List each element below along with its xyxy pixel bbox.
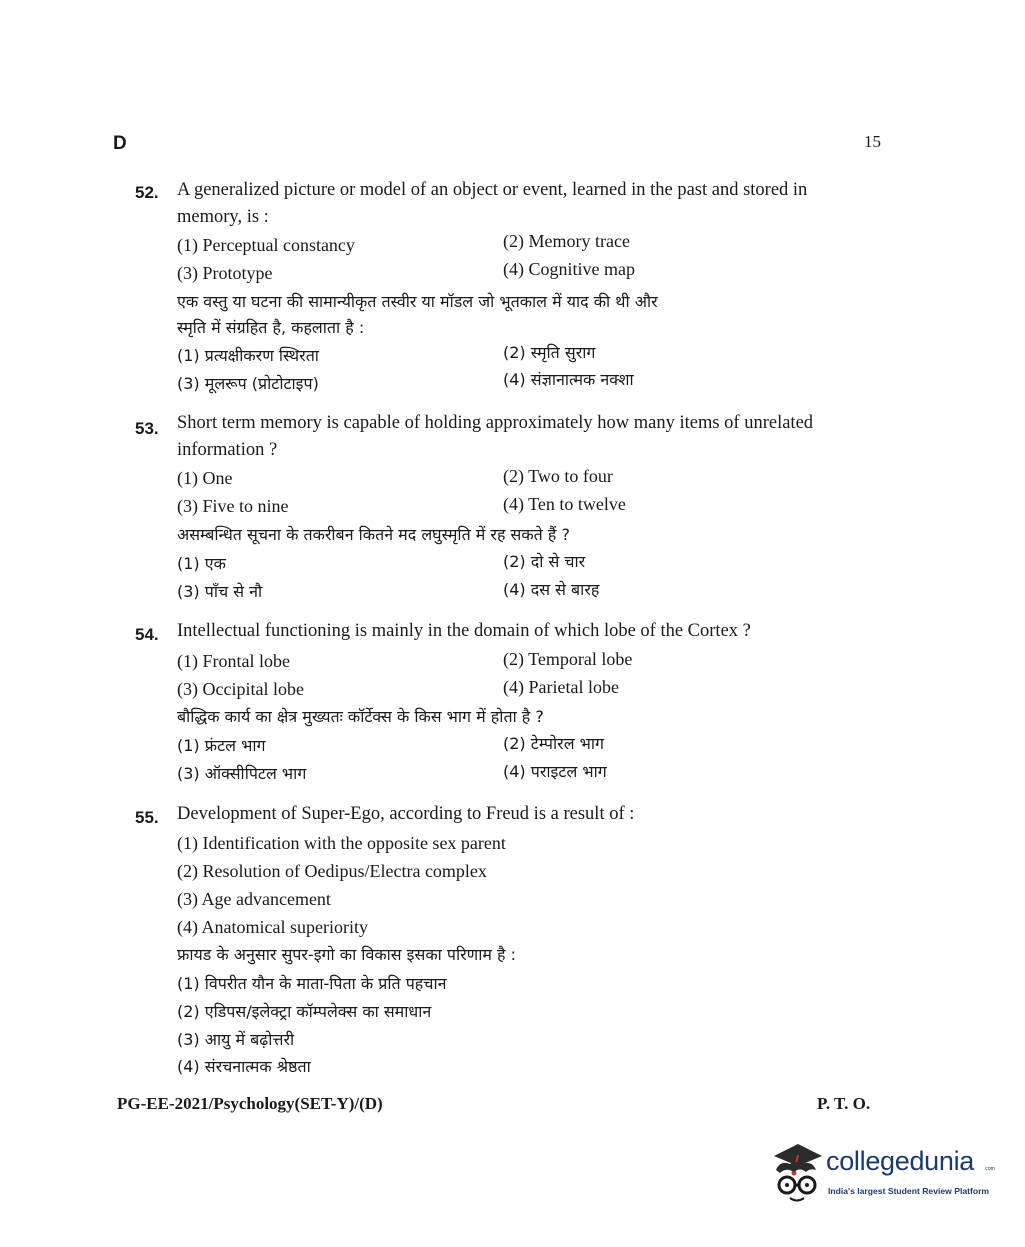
option-hi-2: (2) स्मृति सुराग xyxy=(503,343,596,362)
option-hi-1: (1) एक xyxy=(177,554,226,573)
question-text-hi: एक वस्तु या घटना की सामान्यीकृत तस्वीर या मॉडल जो भूतकाल में याद की थी और xyxy=(177,292,658,311)
option-hi-1: (1) फ्रंटल भाग xyxy=(177,736,266,755)
option-en-3: (3) Occipital lobe xyxy=(177,679,304,699)
option-en-1: (1) One xyxy=(177,468,233,488)
option-en-4: (4) Ten to twelve xyxy=(503,494,626,514)
option-en-2: (2) Resolution of Oedipus/Electra complex xyxy=(177,861,487,881)
question-text-en: Intellectual functioning is mainly in the domain of which lobe of the Cortex ? xyxy=(177,621,751,641)
set-letter: D xyxy=(113,133,127,154)
option-hi-4: (4) संरचनात्मक श्रेष्ठता xyxy=(177,1057,311,1076)
question-text-en-cont: memory, is : xyxy=(177,207,269,227)
question-number: 55. xyxy=(135,808,159,827)
option-hi-1: (1) विपरीत यौन के माता-पिता के प्रति पहचान xyxy=(177,974,447,993)
option-en-3: (3) Prototype xyxy=(177,263,273,283)
question-number: 53. xyxy=(135,419,159,438)
option-hi-4: (4) पराइटल भाग xyxy=(503,762,607,781)
option-en-1: (1) Identification with the opposite sex parent xyxy=(177,833,506,853)
option-en-2: (2) Two to four xyxy=(503,466,613,486)
option-en-1: (1) Frontal lobe xyxy=(177,651,290,671)
option-en-2: (2) Temporal lobe xyxy=(503,649,633,669)
question-text-en: Development of Super-Ego, according to Freud is a result of : xyxy=(177,804,635,824)
option-hi-3: (3) ऑक्सीपिटल भाग xyxy=(177,764,307,783)
option-hi-3: (3) पाँच से नौ xyxy=(177,582,263,601)
option-en-3: (3) Age advancement xyxy=(177,889,331,909)
question-text-en: Short term memory is capable of holding approximately how many items of unrelated xyxy=(177,413,814,433)
question-number: 52. xyxy=(135,183,159,202)
paper-code: PG-EE-2021/Psychology(SET-Y)/(D) xyxy=(117,1094,383,1113)
please-turn-over: P. T. O. xyxy=(817,1094,871,1113)
question-text-en: A generalized picture or model of an object or event, learned in the past and stored in xyxy=(177,180,808,200)
option-en-2: (2) Memory trace xyxy=(503,231,630,251)
question-text-hi-cont: स्मृति में संग्रहित है, कहलाता है : xyxy=(177,318,365,337)
logo-tagline: India's largest Student Review Platform xyxy=(828,1186,990,1196)
option-hi-4: (4) दस से बारह xyxy=(503,580,600,599)
mascot-icon xyxy=(768,1140,826,1206)
option-en-4: (4) Parietal lobe xyxy=(503,677,619,697)
option-en-1: (1) Perceptual constancy xyxy=(177,235,355,255)
option-hi-4: (4) संज्ञानात्मक नक्शा xyxy=(503,370,634,389)
page-number: 15 xyxy=(864,132,881,151)
option-en-4: (4) Cognitive map xyxy=(503,259,635,279)
question-text-hi: बौद्धिक कार्य का क्षेत्र मुख्यतः कॉर्टेक्स के किस भाग में होता है ? xyxy=(177,707,544,726)
option-hi-2: (2) एडिपस/इलेक्ट्रा कॉम्पलेक्स का समाधान xyxy=(177,1002,432,1021)
question-text-en-cont: information ? xyxy=(177,440,278,460)
option-hi-3: (3) आयु में बढ़ोत्तरी xyxy=(177,1030,295,1049)
option-hi-1: (1) प्रत्यक्षीकरण स्थिरता xyxy=(177,346,319,365)
question-number: 54. xyxy=(135,625,159,644)
logo-brand-name: collegedunia xyxy=(826,1146,975,1176)
option-hi-2: (2) दो से चार xyxy=(503,552,586,571)
option-en-4: (4) Anatomical superiority xyxy=(177,917,368,937)
option-hi-2: (2) टेम्पोरल भाग xyxy=(503,734,605,753)
option-en-3: (3) Five to nine xyxy=(177,496,289,516)
option-hi-3: (3) मूलरूप (प्रोटोटाइप) xyxy=(177,374,319,393)
logo-com-suffix: .com xyxy=(984,1166,995,1172)
question-text-hi: असम्बन्धित सूचना के तकरीबन कितने मद लघुस्मृति में रह सकते हैं ? xyxy=(177,525,570,544)
question-text-hi: फ्रायड के अनुसार सुपर-इगो का विकास इसका परिणाम है : xyxy=(177,945,516,964)
collegedunia-watermark xyxy=(768,1140,993,1210)
